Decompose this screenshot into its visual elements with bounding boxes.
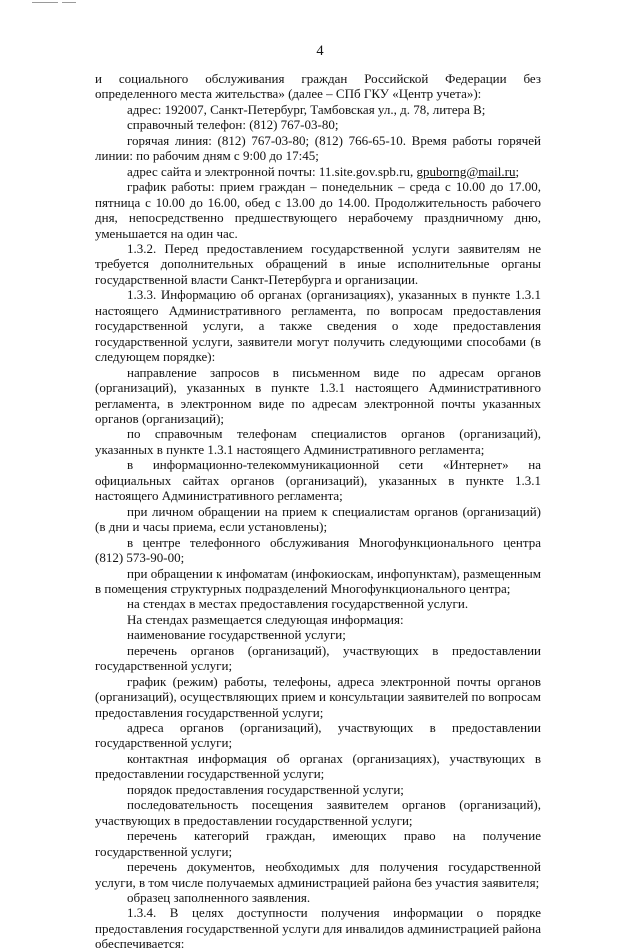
paragraph: и социального обслуживания граждан Российской Федерации без определенного места жительства» (далее – СПб ГКУ «Центр учета»): xyxy=(95,71,541,102)
paragraph: 1.3.2. Перед предоставлением государственной услуги заявителям не требуется дополнительных обращений в иные исполнительные органы государственной власти Санкт-Петербурга и организации. xyxy=(95,240,541,287)
page-number: 4 xyxy=(316,43,324,59)
paragraph: 1.3.4. В целях доступности получения информации о порядке предоставления государственной услуги для инвалидов администрацией района обеспечивается: xyxy=(95,905,541,952)
email-link[interactable]: gpuborng@mail.ru xyxy=(416,163,516,179)
paragraph: справочный телефон: (812) 767-03-80; xyxy=(127,117,339,133)
paragraph: при обращении к инфоматам (инфокиоскам, инфопунктам), размещенным в помещения структурных подразделений Многофункционального центра; xyxy=(95,565,541,596)
paragraph: адреса органов (организаций), участвующих в предоставлении государственной услуги; xyxy=(95,720,541,751)
paragraph: 1.3.3. Информацию об органах (организациях), указанных в пункте 1.3.1 настоящего Административного регламента, по вопросам предоставления государственной услуги, а также сведения о ходе предоставления государственной услуги, заявители могут получить следующими способами (в следующем порядке): xyxy=(95,287,541,365)
scan-artifact xyxy=(32,2,58,3)
paragraph: график (режим) работы, телефоны, адреса электронной почты органов (организаций), осуществляющих прием и консультации заявителей по вопросам предоставления государственной услуги; xyxy=(95,673,541,720)
paragraph: в центре телефонного обслуживания Многофункционального центра xyxy=(127,534,541,550)
paragraph: порядок предоставления государственной услуги; xyxy=(127,781,404,797)
paragraph: в информационно-телекоммуникационной сети «Интернет» на официальных сайтах органов (организаций), указанных в пункте 1.3.1 настоящего Административного регламента; xyxy=(95,457,541,504)
paragraph: направление запросов в письменном виде по адресам органов (организаций), указанных в пункте 1.3.1 настоящего Административного регламента, в электронном виде по адресам электронной почты указанных органов (организаций); xyxy=(95,364,541,426)
paragraph: образец заполненного заявления. xyxy=(127,890,311,906)
paragraph: перечень документов, необходимых для получения государственной услуги, в том числе получаемых администрацией района без участия заявителя; xyxy=(95,859,541,890)
paragraph: график работы: прием граждан – понедельник – среда с 10.00 до 17.00, пятница с 10.00 до 16.00, обед с 13.00 до 14.00. Продолжительность рабочего дня, непосредственно предшествующего нерабочему праздничному дню, уменьшается на один час. xyxy=(95,179,541,241)
paragraph: адрес: 192007, Санкт-Петербург, Тамбовская ул., д. 78, литера В; xyxy=(127,101,486,117)
paragraph: перечень органов (организаций), участвующих в предоставлении государственной услуги; xyxy=(95,642,541,674)
paragraph-site-email: адрес сайта и электронной почты: 11.site.gov.spb.ru, gpuborng@mail.ru; xyxy=(127,163,520,179)
paragraph: по справочным телефонам специалистов органов (организаций), указанных в пункте 1.3.1 настоящего Административного регламента; xyxy=(95,426,541,457)
document-body xyxy=(95,71,541,952)
paragraph: перечень категорий граждан, имеющих право на получение государственной услуги; xyxy=(95,828,541,859)
paragraph: на стендах в местах предоставления государственной услуги. xyxy=(127,596,469,612)
paragraph: контактная информация об органах (организациях), участвующих в предоставлении государственной услуги; xyxy=(95,750,541,782)
paragraph: На стендах размещается следующая информация: xyxy=(127,611,404,627)
scan-artifact xyxy=(62,2,76,3)
paragraph: горячая линия: (812) 767-03-80; (812) 766-65-10. Время работы горячей линии: по рабочим дням с 9:00 до 17:45; xyxy=(95,132,541,164)
paragraph: (812) 573-90-00; xyxy=(95,550,185,566)
paragraph: при личном обращении на прием к специалистам органов (организаций) (в дни и часы приема, если установлены); xyxy=(95,503,541,535)
site-address-text: адрес сайта и электронной почты: 11.site.gov.spb.ru, xyxy=(127,163,414,179)
paragraph: последовательность посещения заявителем органов (организаций), участвующих в предоставлении государственной услуги; xyxy=(95,797,541,828)
paragraph: наименование государственной услуги; xyxy=(127,627,346,643)
